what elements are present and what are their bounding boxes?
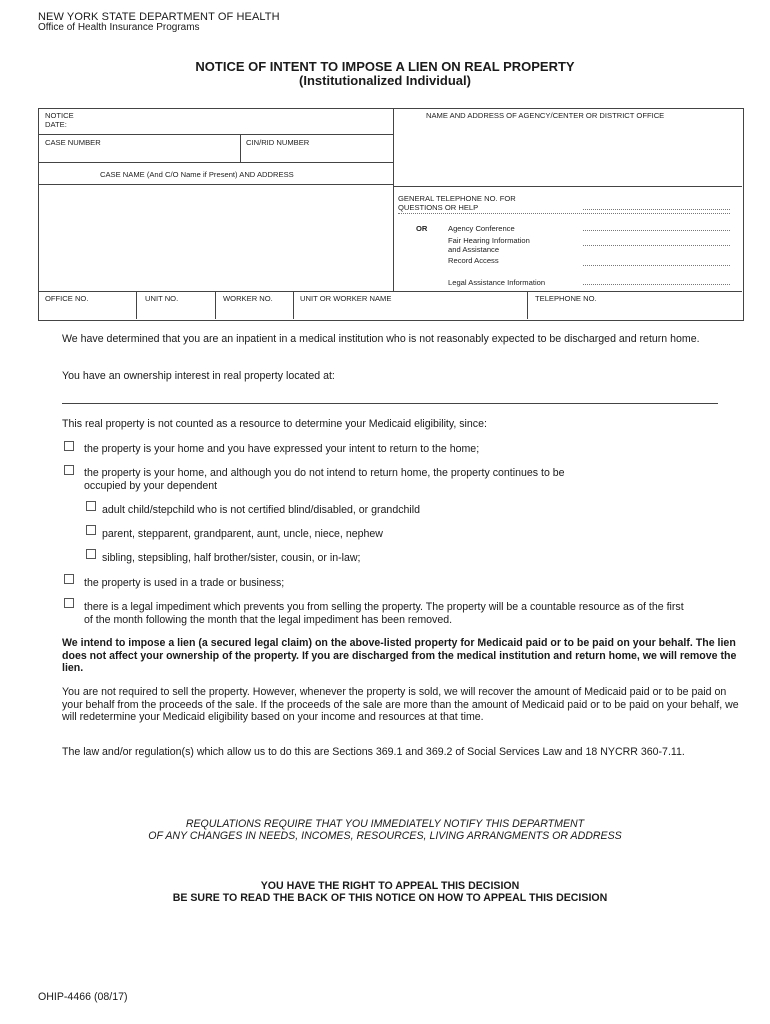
col-line xyxy=(293,291,294,319)
dotted-line xyxy=(583,209,730,210)
dotted-line xyxy=(583,265,730,266)
checkbox-sibling[interactable] xyxy=(86,549,96,559)
record-access-label: Record Access xyxy=(448,256,499,265)
property-address-line[interactable] xyxy=(62,403,718,404)
checkbox-parent[interactable] xyxy=(86,525,96,535)
col-line xyxy=(215,291,216,319)
checkbox-adult-child[interactable] xyxy=(86,501,96,511)
worker-no-label: WORKER NO. xyxy=(223,294,273,303)
checkbox-legal-impediment[interactable] xyxy=(64,598,74,608)
agency-address-label: NAME AND ADDRESS OF AGENCY/CENTER OR DISTRICT OFFICE xyxy=(426,111,665,120)
fair-hearing-label: Fair Hearing Information and Assistance xyxy=(448,236,530,254)
sub-adult-child: adult child/stepchild who is not certified blind/disabled, or grandchild xyxy=(102,504,420,516)
office-name: Office of Health Insurance Programs xyxy=(38,22,200,33)
sub-sibling: sibling, stepsibling, half brother/sister, cousin, or in-law; xyxy=(102,552,361,564)
option-trade-business: the property is used in a trade or business; xyxy=(84,577,285,589)
agency-conference-label: Agency Conference xyxy=(448,224,515,233)
unit-no-label: UNIT NO. xyxy=(145,294,179,303)
case-name-label: CASE NAME (And C/O Name if Present) AND ADDRESS xyxy=(100,170,294,179)
page-subtitle: (Institutionalized Individual) xyxy=(299,73,471,88)
sale-paragraph: You are not required to sell the property. However, whenever the property is sold, we will recover the amount of Medicaid paid or to be paid on your behalf from the proceeds of the sale. If the proceeds of the sale are more than the amount of Medicaid paid or to be paid on your behalf, we will redetermine your Medicaid eligibility based on your income and resources at that time. xyxy=(62,686,739,723)
option-occupied-dependent: the property is your home, and although you do not intend to return home, the property continues to be occupied by your dependent xyxy=(84,467,565,492)
lien-intent-paragraph: We intend to impose a lien (a secured legal claim) on the above-listed property for Medicaid paid or to be paid on your behalf. The lien does not affect your ownership of the property. If you are discharged from the medical institution and return home, we will remove the lien. xyxy=(62,637,737,674)
form-id: OHIP-4466 (08/17) xyxy=(38,991,128,1003)
row-line xyxy=(38,162,393,163)
col-line xyxy=(240,134,241,162)
form-divider xyxy=(393,108,394,291)
page-title: NOTICE OF INTENT TO IMPOSE A LIEN ON REAL PROPERTY xyxy=(195,59,575,74)
row-line xyxy=(393,186,742,187)
unit-worker-name-label: UNIT OR WORKER NAME xyxy=(300,294,392,303)
office-no-label: OFFICE NO. xyxy=(45,294,89,303)
dotted-line xyxy=(398,213,730,214)
law-paragraph: The law and/or regulation(s) which allow us to do this are Sections 369.1 and 369.2 of Social Services Law and 18 NYCRR 360-7.11. xyxy=(62,746,685,758)
dotted-line xyxy=(583,284,730,285)
sub-parent: parent, stepparent, grandparent, aunt, uncle, niece, nephew xyxy=(102,528,383,540)
or-label: OR xyxy=(416,224,428,233)
option-legal-impediment: there is a legal impediment which prevents you from selling the property. The property will be a countable resource as of the first of the month following the month that the legal impediment has been removed. xyxy=(84,601,684,626)
intro-paragraph: We have determined that you are an inpatient in a medical institution who is not reasonably expected to be discharged and return home. xyxy=(62,333,700,345)
cin-rid-label: CIN/RID NUMBER xyxy=(246,138,310,147)
appeal-line-1: YOU HAVE THE RIGHT TO APPEAL THIS DECISION xyxy=(260,880,520,892)
row-line xyxy=(38,291,742,292)
form-box xyxy=(38,108,744,321)
appeal-line-2: BE SURE TO READ THE BACK OF THIS NOTICE ON HOW TO APPEAL THIS DECISION xyxy=(172,892,608,904)
agency-name: NEW YORK STATE DEPARTMENT OF HEALTH xyxy=(38,11,280,23)
option-home-intent: the property is your home and you have expressed your intent to return to the home; xyxy=(84,443,480,455)
col-line xyxy=(136,291,137,319)
telephone-no-label: TELEPHONE NO. xyxy=(535,294,597,303)
row-line xyxy=(38,134,393,135)
dotted-line xyxy=(583,230,730,231)
not-counted-paragraph: This real property is not counted as a resource to determine your Medicaid eligibility, since: xyxy=(62,418,487,430)
case-number-label: CASE NUMBER xyxy=(45,138,101,147)
col-line xyxy=(527,291,528,319)
legal-assistance-label: Legal Assistance Information xyxy=(448,278,546,287)
general-tel-label: GENERAL TELEPHONE NO. FOR QUESTIONS OR HELP xyxy=(398,194,516,212)
row-line xyxy=(38,184,393,185)
dotted-line xyxy=(583,245,730,246)
notify-line-1: REQULATIONS REQUIRE THAT YOU IMMEDIATELY NOTIFY THIS DEPARTMENT xyxy=(185,818,585,830)
checkbox-home-intent[interactable] xyxy=(64,441,74,451)
notify-line-2: OF ANY CHANGES IN NEEDS, INCOMES, RESOURCES, LIVING ARRANGMENTS OR ADDRESS xyxy=(148,830,622,842)
checkbox-occupied-dependent[interactable] xyxy=(64,465,74,475)
ownership-paragraph: You have an ownership interest in real property located at: xyxy=(62,370,335,382)
notice-date-label: NOTICE DATE: xyxy=(45,111,74,129)
checkbox-trade-business[interactable] xyxy=(64,574,74,584)
